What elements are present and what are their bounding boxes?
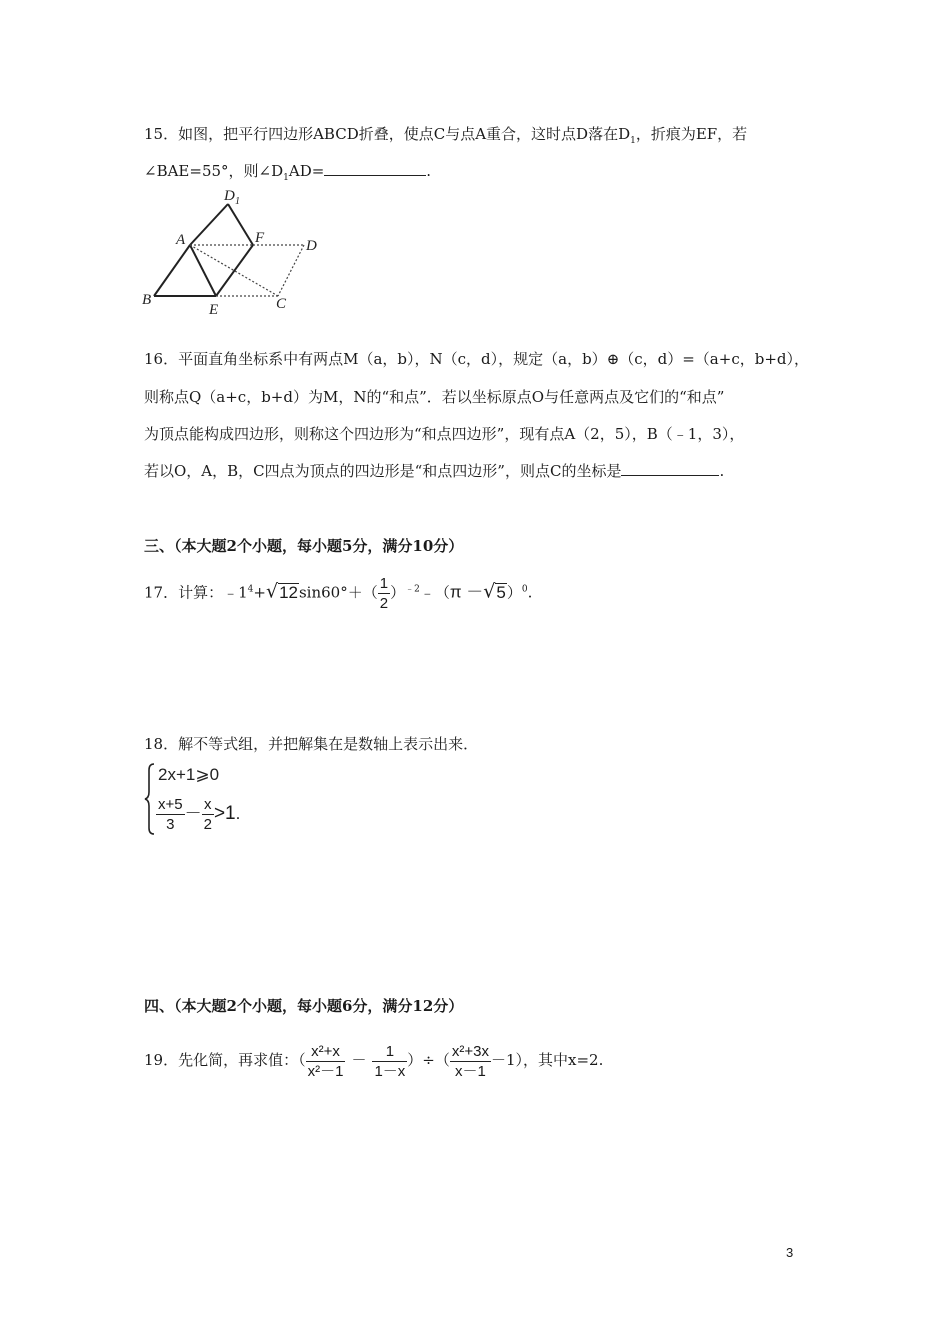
q17-minus: ﹣（	[419, 583, 450, 602]
q15-line2-mid: AD=	[288, 162, 325, 180]
q18-dot: .	[235, 804, 241, 823]
q18-text	[144, 734, 478, 754]
q16-line2-text: 则称点Q（a+c，b+d）为M，N的“和点”．若以坐标原点O与任意两点及它们的“和点”	[144, 388, 725, 406]
q17-exp-neg2: ﹣2	[405, 584, 420, 595]
q19-close: ）÷（	[407, 1051, 450, 1069]
q18-frac1	[156, 795, 185, 834]
q18-ineq2	[156, 794, 240, 834]
q18-system	[144, 762, 284, 838]
q19-f3-den: x－1	[455, 1062, 486, 1080]
line-AE	[190, 245, 216, 296]
q15-line2-start: ∠BAE=55°，则∠D	[144, 162, 284, 180]
q19-line	[144, 1036, 603, 1086]
q18-frac2-den: 2	[203, 816, 212, 834]
q18-frac2	[202, 795, 214, 834]
q15-figure	[138, 184, 328, 320]
q16-line4	[144, 461, 724, 481]
label-D1-sub: 1	[235, 196, 240, 207]
q17-prefix: 17．计算：﹣1	[144, 583, 248, 602]
label-E: E	[209, 302, 219, 318]
q19-frac1	[306, 1042, 346, 1081]
q16-line3-text: 为顶点能构成四边形，则称这个四边形为“和点四边形”，现有点A（2，5），B（﹣1，3），	[144, 425, 745, 443]
line-AD1	[190, 204, 228, 245]
q15-line1-end: ，折痕为EF，若	[635, 125, 748, 143]
q17-frac-num: 1	[379, 575, 389, 592]
q16-line4-end: .	[719, 462, 725, 480]
q18-frac1-num: x+5	[158, 796, 183, 814]
q18-frac2-num: x	[202, 795, 214, 815]
label-D: D	[306, 238, 317, 254]
label-B: B	[142, 292, 152, 308]
q19-f3-num: x²+3x	[451, 1042, 489, 1060]
q15-line1	[144, 124, 747, 151]
q17-fraction	[378, 574, 390, 613]
line-D1F	[228, 204, 253, 245]
q17-close2: ）	[506, 583, 522, 602]
q17-line	[144, 574, 532, 614]
q17-exp4: 4	[247, 584, 254, 595]
q16-line2	[144, 387, 724, 407]
line-BA	[154, 245, 190, 296]
q18-text-content: 18．解不等式组，并把解集在是数轴上表示出来．	[144, 735, 479, 753]
page-number: 3	[786, 1245, 794, 1260]
q16-line1-text: 16．平面直角坐标系中有两点M（a，b），N（c，d），规定（a，b）⊕（c，d）=（a+c，b+d），	[144, 350, 809, 368]
q17-exp0: 0	[521, 584, 528, 595]
section3-heading-text: 三、（本大题2个小题，每小题5分，满分10分）	[144, 537, 464, 555]
label-F: F	[255, 230, 265, 246]
line-DC	[278, 245, 304, 296]
q19-prefix: 19．先化简，再求值：（	[144, 1051, 306, 1069]
q19-tail: －1），其中x=2.	[490, 1051, 604, 1069]
q17-end: .	[527, 583, 533, 602]
q15-line1-text: 15．如图，把平行四边形ABCD折叠，使点C与点A重合，这时点D落在D	[144, 125, 631, 143]
label-D1: D	[224, 188, 235, 204]
section3-heading	[144, 536, 463, 556]
q19-f1-den: x²－1	[307, 1062, 344, 1080]
q19-minus: －	[351, 1051, 367, 1069]
q18-ineq1: 2x+1⩾0	[158, 765, 220, 784]
q16-line3	[144, 424, 744, 444]
q18-frac1-den: 3	[166, 816, 175, 834]
q18-minus: －	[184, 804, 202, 823]
label-A: A	[176, 232, 186, 248]
q16-line4-text: 若以O，A，B，C四点为顶点的四边形是“和点四边形”，则点C的坐标是	[144, 462, 622, 480]
q17-frac-den: 2	[379, 595, 389, 612]
sqrt-icon: √	[483, 580, 496, 603]
q19-f1-num: x²+x	[306, 1042, 346, 1062]
section4-heading	[144, 996, 463, 1016]
q17-pi: π －	[449, 582, 484, 602]
q15-line2-sub: 1	[283, 173, 289, 183]
parallelogram-lines	[154, 204, 253, 296]
q17-plus: +	[253, 583, 266, 602]
q17-sqrt12: 12	[279, 582, 298, 602]
sqrt-icon: √	[265, 580, 279, 603]
q17-close1: ）	[390, 583, 406, 602]
label-C: C	[276, 296, 287, 312]
q15-line2-end: .	[426, 162, 432, 180]
q19-f2-num: 1	[372, 1042, 407, 1062]
line-FE	[216, 245, 253, 296]
q19-frac2	[372, 1042, 407, 1081]
q17-sin: sin60°＋（	[298, 583, 378, 602]
q16-answer-blank	[621, 461, 719, 476]
q15-line1-sub: 1	[630, 136, 636, 146]
left-brace-icon	[144, 762, 156, 836]
q19-frac3	[450, 1042, 491, 1081]
section4-heading-text: 四、（本大题2个小题，每小题6分，满分12分）	[144, 997, 464, 1015]
q19-f2-den: 1－x	[374, 1062, 406, 1080]
q18-gt: >1	[213, 803, 236, 824]
q16-line1	[144, 349, 809, 369]
q15-answer-blank	[324, 161, 426, 176]
q17-sqrt5: 5	[496, 582, 506, 602]
